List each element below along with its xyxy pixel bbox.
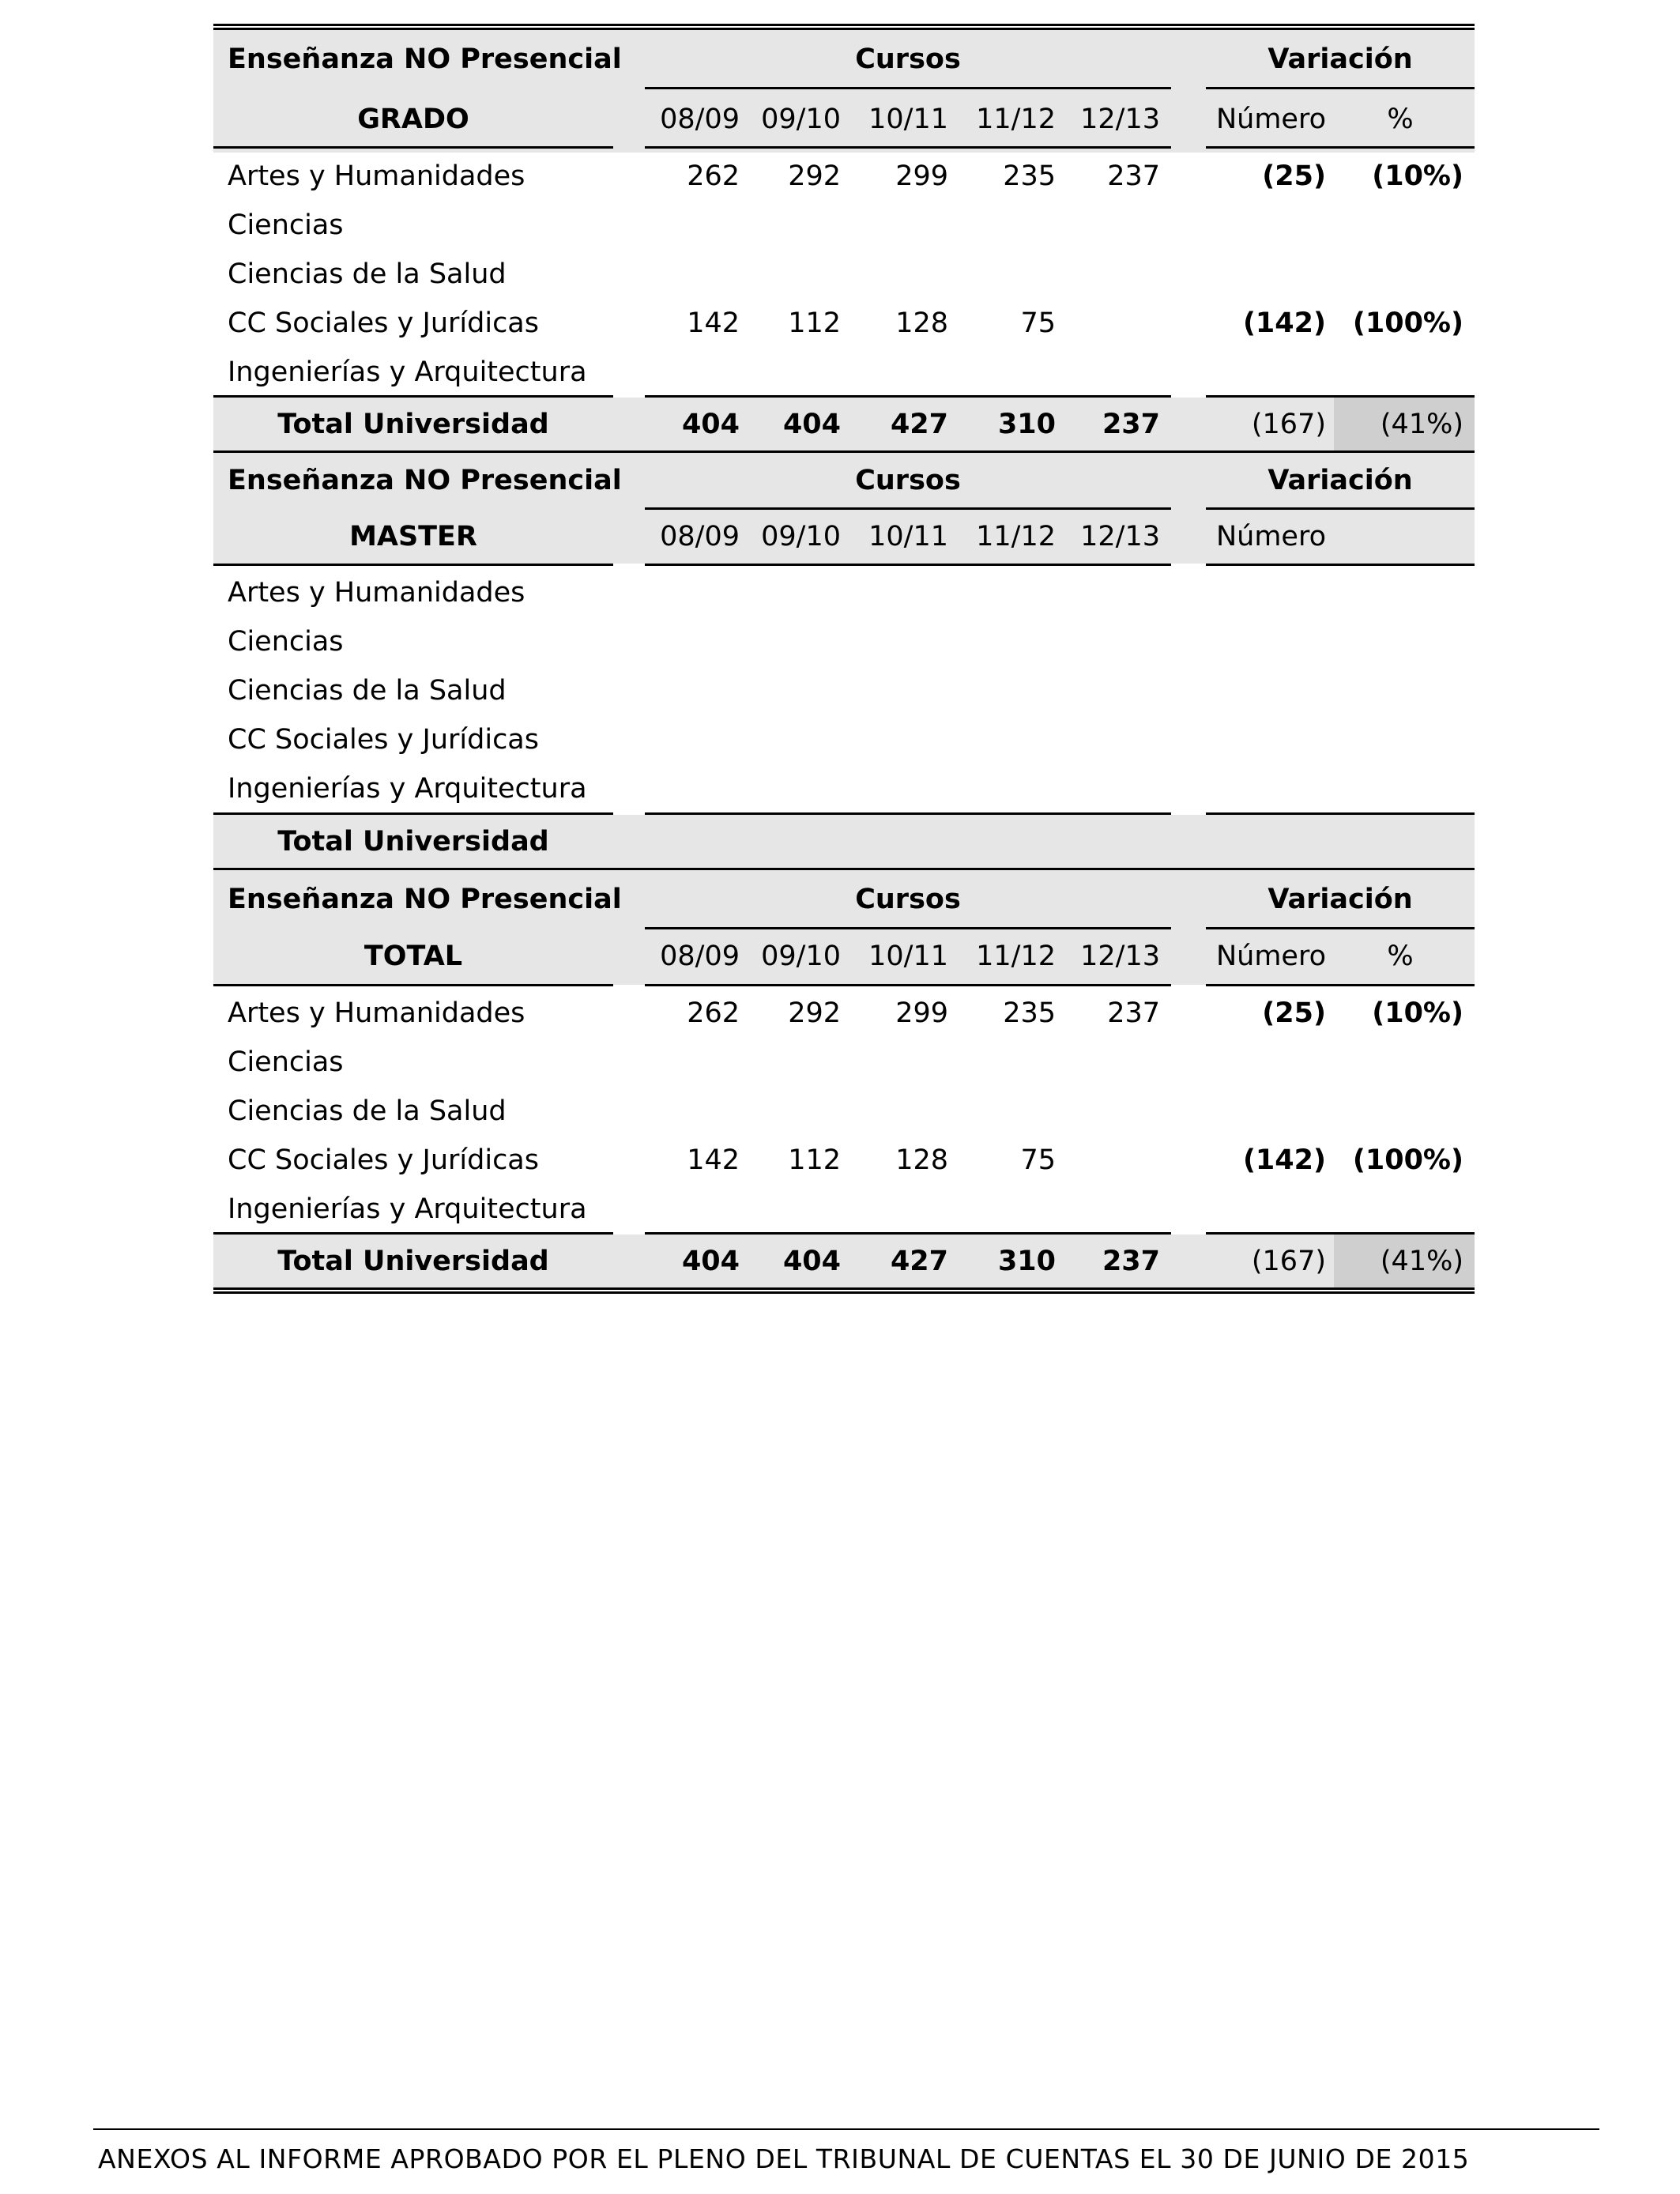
cell-value: 237 bbox=[1107, 997, 1160, 1029]
cell-value: 237 bbox=[1107, 160, 1160, 192]
cell-value: 262 bbox=[687, 160, 740, 192]
pct-header: % bbox=[1387, 104, 1414, 135]
numero-rule bbox=[1206, 564, 1475, 566]
numero-header: Número bbox=[1215, 521, 1326, 552]
numero-rule bbox=[1206, 984, 1475, 986]
year-header: 09/10 bbox=[761, 521, 841, 552]
row-label: Ingenierías y Arquitectura bbox=[228, 1193, 587, 1225]
footer-rule bbox=[93, 2128, 1599, 2130]
row-label: Ingenierías y Arquitectura bbox=[228, 356, 587, 388]
total-value: 237 bbox=[1102, 409, 1160, 440]
row-label: Artes y Humanidades bbox=[228, 577, 525, 609]
total-value: 404 bbox=[782, 409, 841, 440]
total-variation-percent: (41%) bbox=[1380, 409, 1463, 440]
numero-rule bbox=[1206, 146, 1475, 149]
variation-number: (142) bbox=[1242, 1144, 1326, 1176]
years-rule bbox=[645, 146, 1171, 149]
table-row bbox=[213, 666, 1475, 715]
total-row bbox=[213, 1237, 1475, 1286]
year-header: 10/11 bbox=[868, 104, 948, 135]
year-header: 09/10 bbox=[761, 941, 841, 972]
year-header: 08/09 bbox=[660, 104, 740, 135]
table-row bbox=[213, 1136, 1475, 1185]
cell-value: 142 bbox=[687, 307, 740, 339]
variation-percent: (100%) bbox=[1352, 307, 1463, 339]
total-row bbox=[213, 400, 1475, 449]
row-label: CC Sociales y Jurídicas bbox=[228, 724, 539, 756]
total-row bbox=[213, 817, 1475, 866]
variacion-rule bbox=[1206, 927, 1475, 929]
row-label: Ingenierías y Arquitectura bbox=[228, 773, 587, 805]
table-row bbox=[213, 989, 1475, 1038]
variation-number: (142) bbox=[1242, 307, 1326, 339]
cell-value bbox=[1067, 1136, 1160, 1185]
table-row bbox=[213, 715, 1475, 764]
section-subtitle: TOTAL bbox=[363, 941, 463, 972]
cell-value: 128 bbox=[895, 1144, 948, 1176]
year-header: 12/13 bbox=[1080, 104, 1160, 135]
years-rule bbox=[645, 564, 1171, 566]
total-value: 237 bbox=[1102, 1246, 1160, 1277]
total-value: 427 bbox=[890, 409, 948, 440]
row-label: CC Sociales y Jurídicas bbox=[228, 1144, 539, 1176]
variation-percent: (100%) bbox=[1352, 1144, 1463, 1176]
variacion-label: Variación bbox=[1268, 465, 1413, 496]
year-header: 11/12 bbox=[976, 104, 1056, 135]
total-value: 404 bbox=[782, 1246, 841, 1277]
table-grado bbox=[213, 24, 1475, 455]
year-header: 09/10 bbox=[761, 104, 841, 135]
variation-percent: (10%) bbox=[1372, 997, 1463, 1029]
section-title: Enseñanza NO Presencial bbox=[228, 43, 622, 75]
cell-value: 142 bbox=[687, 1144, 740, 1176]
table-row bbox=[213, 348, 1475, 397]
row-label: Artes y Humanidades bbox=[228, 997, 525, 1029]
year-header: 10/11 bbox=[868, 941, 948, 972]
table-row bbox=[213, 1087, 1475, 1136]
cell-value: 75 bbox=[1020, 307, 1056, 339]
table-row bbox=[213, 1038, 1475, 1087]
cell-value: 292 bbox=[788, 160, 841, 192]
cell-value: 235 bbox=[1003, 160, 1056, 192]
total-label: Total Universidad bbox=[277, 1246, 549, 1277]
total-value: 310 bbox=[997, 1246, 1056, 1277]
total-value: 310 bbox=[997, 409, 1056, 440]
table-row bbox=[213, 1185, 1475, 1234]
total-value: 404 bbox=[681, 409, 740, 440]
cursos-rule bbox=[645, 87, 1171, 89]
variation-number: (25) bbox=[1262, 997, 1326, 1029]
table-row bbox=[213, 568, 1475, 617]
variation-percent: (10%) bbox=[1372, 160, 1463, 192]
cell-value: 112 bbox=[788, 1144, 841, 1176]
total-label: Total Universidad bbox=[277, 826, 549, 858]
row-label: Ciencias bbox=[228, 209, 344, 241]
total-label: Total Universidad bbox=[277, 409, 549, 440]
section-title: Enseñanza NO Presencial bbox=[228, 884, 622, 915]
cell-value: 262 bbox=[687, 997, 740, 1029]
cell-value bbox=[1067, 299, 1160, 348]
bottom-double-rule bbox=[213, 1287, 1475, 1294]
variacion-label: Variación bbox=[1268, 884, 1413, 915]
top-double-rule bbox=[213, 24, 1475, 30]
year-header: 12/13 bbox=[1080, 941, 1160, 972]
numero-header: Número bbox=[1215, 941, 1326, 972]
year-header: 11/12 bbox=[976, 521, 1056, 552]
pct-header: % bbox=[1387, 941, 1414, 972]
variacion-rule bbox=[1206, 507, 1475, 510]
total-variation-number: (167) bbox=[1251, 1246, 1326, 1277]
total-variation-number: (167) bbox=[1251, 409, 1326, 440]
cell-value: 235 bbox=[1003, 997, 1056, 1029]
row-label: Ciencias de la Salud bbox=[228, 258, 507, 290]
years-rule bbox=[645, 984, 1171, 986]
cursos-label: Cursos bbox=[855, 884, 961, 915]
subtitle-rule bbox=[213, 146, 613, 149]
table-row bbox=[213, 152, 1475, 201]
table-row bbox=[213, 299, 1475, 348]
variacion-rule bbox=[1206, 87, 1475, 89]
variation-number: (25) bbox=[1262, 160, 1326, 192]
table-row bbox=[213, 764, 1475, 813]
cell-value: 299 bbox=[895, 997, 948, 1029]
subtitle-rule bbox=[213, 564, 613, 566]
row-label: Ciencias de la Salud bbox=[228, 675, 507, 707]
table-row bbox=[213, 201, 1475, 250]
total-variation-percent: (41%) bbox=[1380, 1246, 1463, 1277]
cell-value: 292 bbox=[788, 997, 841, 1029]
section-subtitle: MASTER bbox=[349, 521, 477, 552]
row-label: Artes y Humanidades bbox=[228, 160, 525, 192]
table-row bbox=[213, 617, 1475, 666]
total-value: 427 bbox=[890, 1246, 948, 1277]
year-header: 08/09 bbox=[660, 941, 740, 972]
table-total bbox=[213, 870, 1475, 1297]
numero-header: Número bbox=[1215, 104, 1326, 135]
subtitle-rule bbox=[213, 984, 613, 986]
year-header: 12/13 bbox=[1080, 521, 1160, 552]
cursos-rule bbox=[645, 507, 1171, 510]
row-label: Ciencias bbox=[228, 626, 344, 658]
cell-value: 75 bbox=[1020, 1144, 1056, 1176]
cell-value: 299 bbox=[895, 160, 948, 192]
total-value: 404 bbox=[681, 1246, 740, 1277]
row-label: Ciencias de la Salud bbox=[228, 1095, 507, 1127]
year-header: 11/12 bbox=[976, 941, 1056, 972]
row-label: Ciencias bbox=[228, 1046, 344, 1078]
cell-value: 112 bbox=[788, 307, 841, 339]
cell-value: 128 bbox=[895, 307, 948, 339]
table-master bbox=[213, 453, 1475, 872]
cursos-label: Cursos bbox=[855, 465, 961, 496]
year-header: 08/09 bbox=[660, 521, 740, 552]
variacion-label: Variación bbox=[1268, 43, 1413, 75]
row-label: CC Sociales y Jurídicas bbox=[228, 307, 539, 339]
cursos-rule bbox=[645, 927, 1171, 929]
cursos-label: Cursos bbox=[855, 43, 961, 75]
section-title: Enseñanza NO Presencial bbox=[228, 465, 622, 496]
section-subtitle: GRADO bbox=[357, 104, 469, 135]
year-header: 10/11 bbox=[868, 521, 948, 552]
table-row bbox=[213, 250, 1475, 299]
footer-text: ANEXOS AL INFORME APROBADO POR EL PLENO DEL TRIBUNAL DE CUENTAS EL 30 DE JUNIO DE 2015 bbox=[98, 2143, 1470, 2174]
